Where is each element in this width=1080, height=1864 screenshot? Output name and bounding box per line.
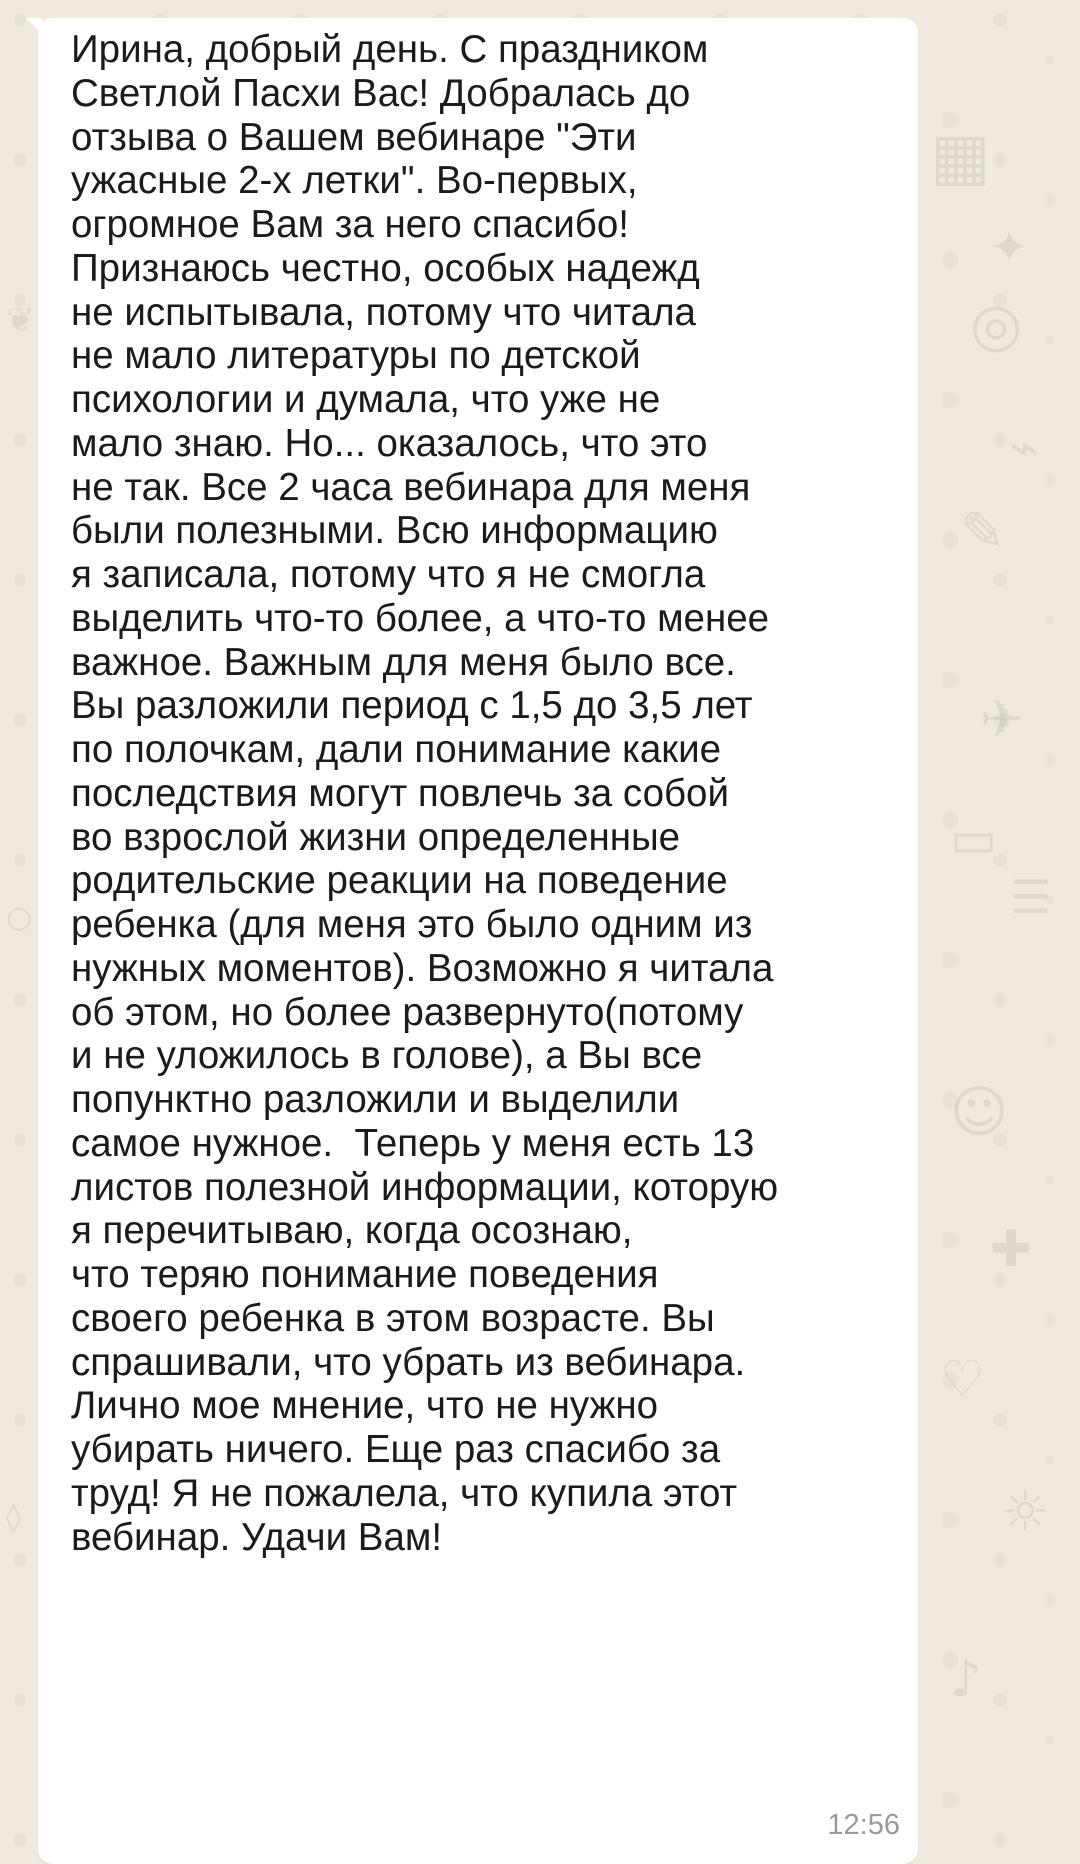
- drop-doodle-icon: ◊: [6, 1500, 21, 1535]
- gamepad-doodle-icon: ✚: [990, 1220, 1032, 1278]
- dot-doodle-icon: ○: [6, 900, 33, 935]
- burger-doodle-icon: ☰: [1010, 870, 1052, 924]
- cat-doodle-icon: ☺: [950, 1080, 1009, 1145]
- leaf-doodle-icon: ❦: [6, 300, 35, 340]
- paperclip-doodle-icon: ⌁: [1010, 420, 1039, 476]
- donut-doodle-icon: ◎: [970, 290, 1023, 360]
- ticket-doodle-icon: ▭: [950, 810, 998, 868]
- message-text: Ирина, добрый день. С праздником Светлой Пасхи Вас! Добралась до отзыва о Вашем вебинаре "Эти ужасные 2-х летки". Во-первых, огромное Вам за него спасибо! Признаюсь честно, особых надежд не испытывала, потому что читала не мало литературы по детской психологии и думала, что уже не мало знаю. Но... оказалось, что это не так. Все 2 часа вебинара для меня были полезными. Всю информацию я записала, потому что я не смогла выделить что-то более, а что-то менее важное. Важным для меня было все. Вы разложили период с 1,5 до 3,5 лет по полочкам, дали понимание какие последствия могут повлечь за собой во взрослой жизни определенные родительские реакции на поведение ребенка (для меня это было одним из нужных моментов). Возможно я читала об этом, но более развернуто(потому и не уложилось в голове), а Вы все попунктно разложили и выделили самое нужное. Теперь у меня есть 13 листов полезной информации, которую я перечитываю, когда осознаю, что теряю понимание поведения своего ребенка в этом возрасте. Вы спрашивали, что убрать из вебинара. Лично мое мнение, что не нужно убирать ничего. Еще раз спасибо за труд! Я не пожалела, что купила этот вебинар. Удачи Вам!: [71, 28, 779, 1559]
- message-bubble[interactable]: [38, 18, 918, 1864]
- heart-doodle-icon: ♡: [940, 1350, 985, 1408]
- music-doodle-icon: ♪: [950, 1650, 982, 1708]
- sun-doodle-icon: ☼: [1000, 1480, 1051, 1545]
- calendar-doodle-icon: ▦: [930, 120, 991, 194]
- pencil-doodle-icon: ✎: [960, 500, 1006, 563]
- plane-doodle-icon: ✈: [980, 690, 1024, 750]
- message-timestamp: 12:56: [827, 1809, 900, 1841]
- star-doodle-icon: ✦: [990, 220, 1029, 274]
